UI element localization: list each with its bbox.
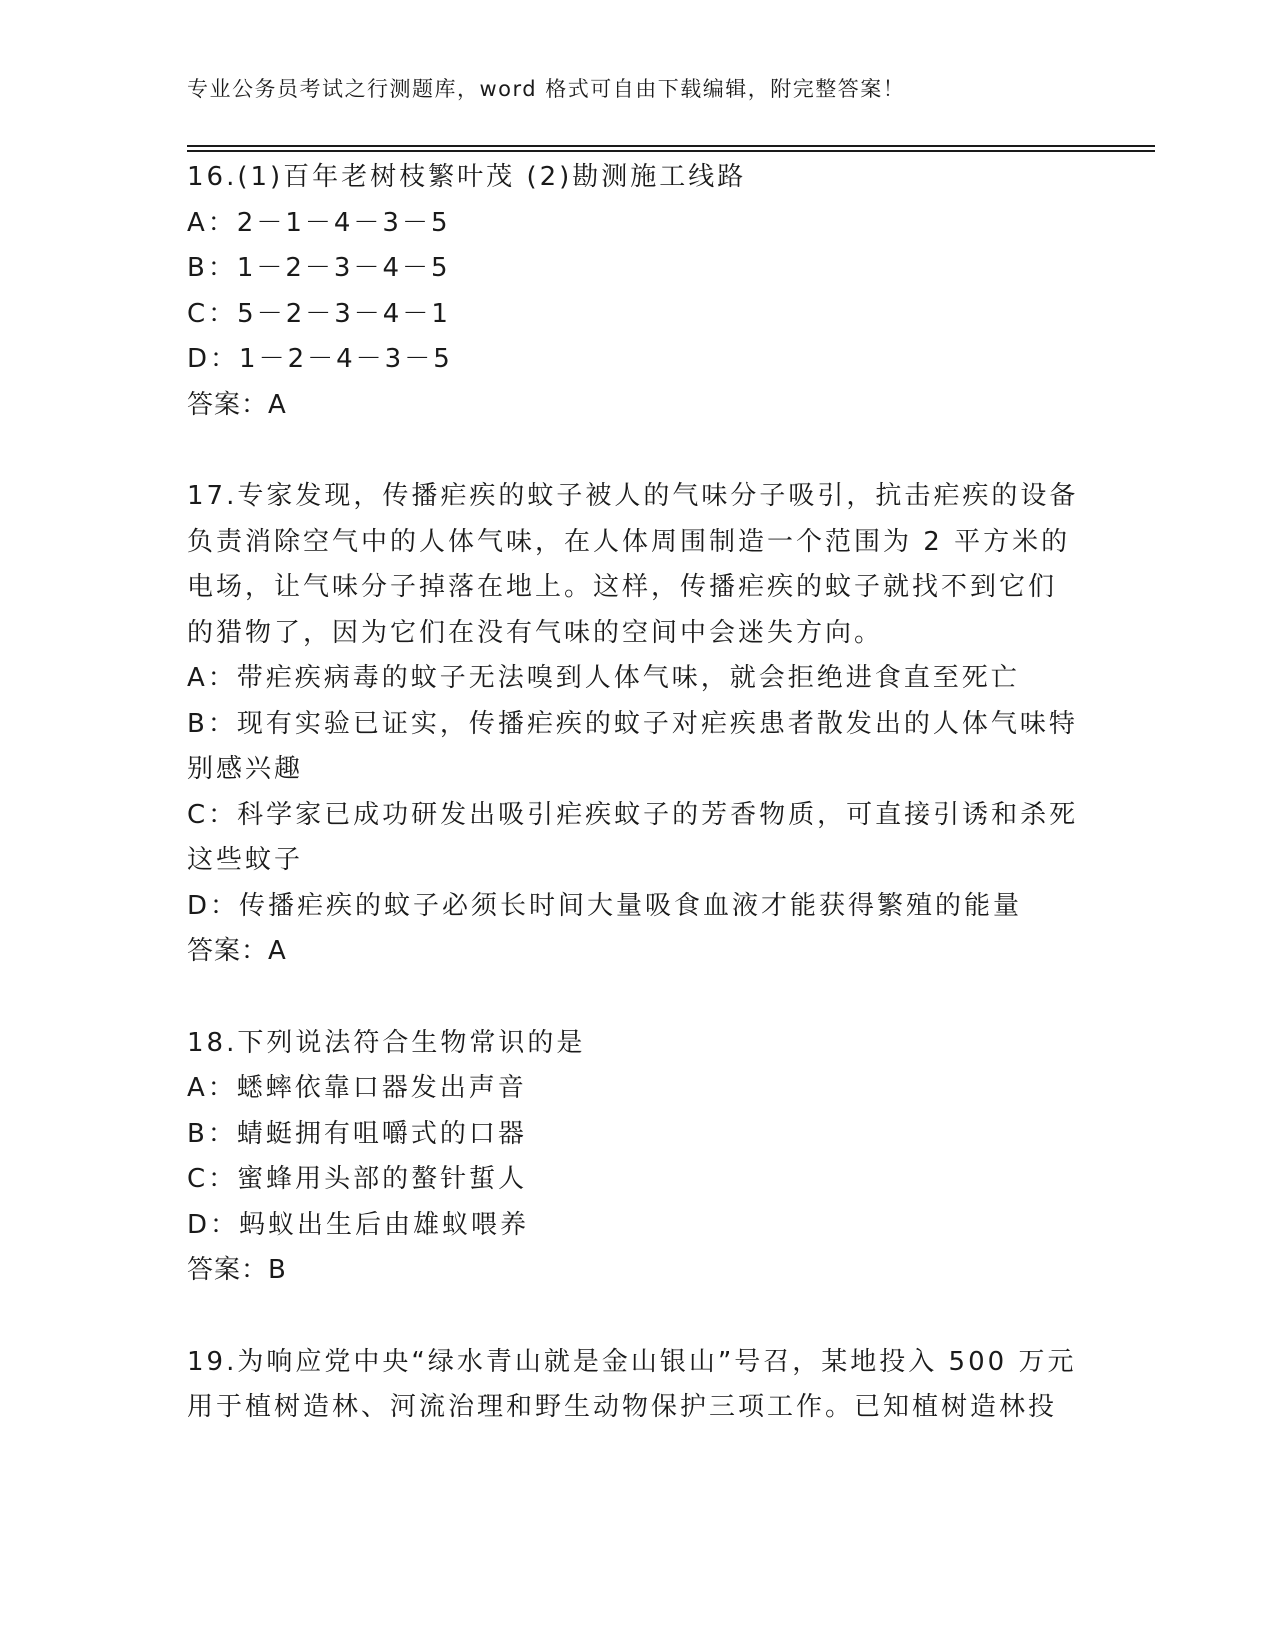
- question-stem: 16.(1)百年老树枝繁叶茂 (2)勘测施工线路: [187, 162, 747, 192]
- question-stem: 18.下列说法符合生物常识的是: [187, 1027, 586, 1058]
- question-18: [187, 1021, 1087, 1294]
- question-stem: 17.专家发现，传播疟疾的蚊子被人的气味分子吸引，抗击疟疾的设备: [187, 481, 1079, 511]
- header-rule-top: [187, 145, 1155, 147]
- page-header: 专业公务员考试之行测题库，word 格式可自由下载编辑，附完整答案！: [187, 77, 906, 101]
- header-rule-bottom: [187, 150, 1155, 152]
- question-17: [187, 474, 1087, 975]
- option-b-cont: 别感兴趣: [187, 754, 304, 784]
- question-list: [187, 155, 1087, 1477]
- question-stem: 负责消除空气中的人体气味，在人体周围制造一个范围为 2 平方米的: [187, 526, 1071, 557]
- option-c: C：科学家已成功研发出吸引疟疾蚊子的芳香物质，可直接引诱和杀死: [187, 799, 1079, 830]
- option-a: A：2－1－4－3－5: [187, 207, 451, 238]
- question-stem: 19.为响应党中央“绿水青山就是金山银山”号召，某地投入 500 万元: [187, 1346, 1077, 1377]
- question-stem: 电场，让气味分子掉落在地上。这样，传播疟疾的蚊子就找不到它们: [187, 572, 1058, 602]
- option-c-cont: 这些蚊子: [187, 845, 304, 875]
- option-b: B：蜻蜓拥有咀嚼式的口器: [187, 1118, 527, 1149]
- answer: 答案：B: [187, 1255, 287, 1285]
- answer: 答案：A: [187, 936, 287, 966]
- question-16: [187, 155, 1087, 428]
- option-c: C：蜜蜂用头部的螯针蜇人: [187, 1164, 528, 1194]
- question-stem: 用于植树造林、河流治理和野生动物保护三项工作。已知植树造林投: [187, 1392, 1058, 1422]
- question-19: [187, 1340, 1087, 1431]
- option-d: D：传播疟疾的蚊子必须长时间大量吸食血液才能获得繁殖的能量: [187, 890, 1023, 921]
- option-d: D：1－2－4－3－5: [187, 344, 453, 374]
- option-a: A：蟋蟀依靠口器发出声音: [187, 1073, 527, 1103]
- answer: 答案：A: [187, 389, 287, 420]
- option-b: B：1－2－3－4－5: [187, 253, 451, 283]
- option-c: C：5－2－3－4－1: [187, 298, 451, 329]
- option-a: A：带疟疾病毒的蚊子无法嗅到人体气味，就会拒绝进食直至死亡: [187, 663, 1020, 693]
- question-stem: 的猎物了，因为它们在没有气味的空间中会迷失方向。: [187, 617, 884, 648]
- option-b: B：现有实验已证实，传播疟疾的蚊子对疟疾患者散发出的人体气味特: [187, 708, 1078, 739]
- option-d: D：蚂蚁出生后由雄蚁喂养: [187, 1209, 530, 1240]
